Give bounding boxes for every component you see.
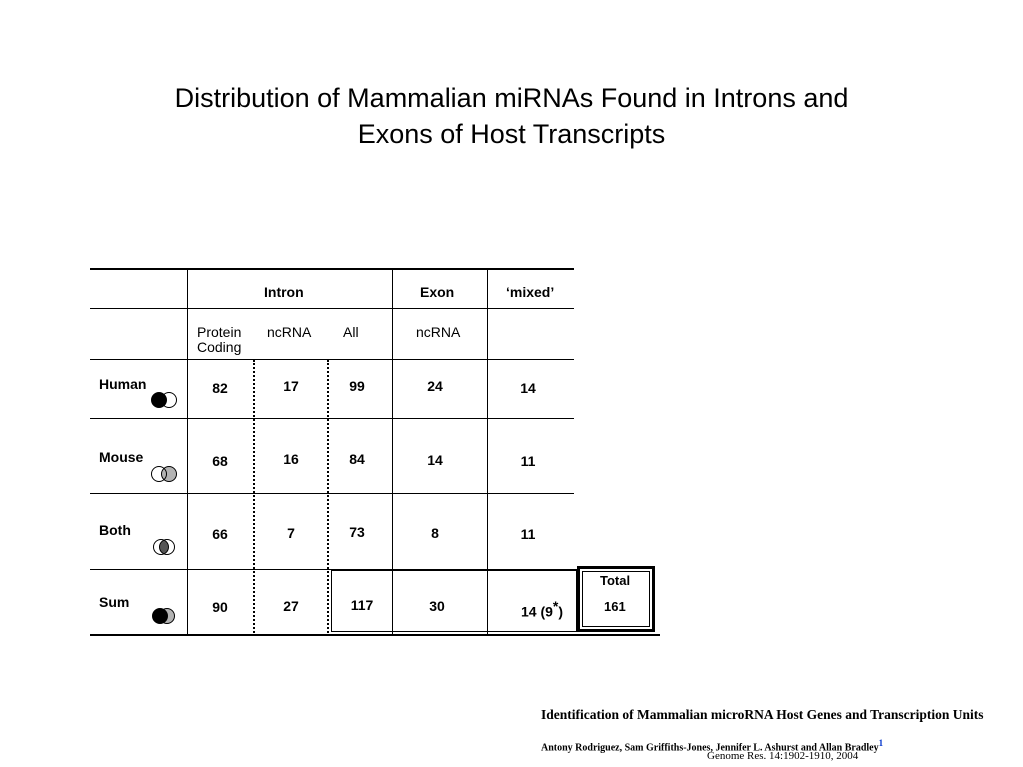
- row-label-sum: Sum: [99, 594, 130, 610]
- slide-title-line-1: Distribution of Mammalian miRNAs Found in Introns and: [174, 83, 849, 113]
- slide-title-line-2: Exons of Host Transcripts: [357, 119, 666, 149]
- group-header-rule: [188, 308, 574, 309]
- both-intron-ncrna: 7: [287, 525, 295, 541]
- sum-exon-ncrna: 30: [429, 598, 445, 614]
- mirna-distribution-table: [90, 268, 660, 638]
- sum-intron-ncrna: 27: [283, 598, 299, 614]
- mouse-exon-ncrna: 14: [427, 452, 443, 468]
- mouse-intron-ncrna: 16: [283, 451, 299, 467]
- human-exon-ncrna: 24: [427, 378, 443, 394]
- total-box: [577, 566, 655, 632]
- label-column-rule: [187, 268, 188, 636]
- mixed-header: ‘mixed’: [506, 284, 555, 300]
- row-label-human: Human: [99, 376, 147, 392]
- mouse-protein-coding: 68: [212, 453, 228, 469]
- asterisk-footnote-mark: *: [552, 598, 559, 614]
- exon-ncrna-header: ncRNA: [416, 324, 461, 340]
- dotted-rule-1: [253, 360, 255, 636]
- row-label-both: Both: [99, 522, 131, 538]
- intron-header: Intron: [264, 284, 304, 300]
- row-rule-human: [90, 418, 574, 419]
- row-label-mouse: Mouse: [99, 449, 144, 465]
- total-label: Total: [600, 573, 631, 588]
- total-value: 161: [604, 599, 626, 614]
- intersection-venn-icon: [150, 537, 180, 557]
- slide-title: [0, 80, 1023, 152]
- right-gray-venn-icon: [150, 464, 180, 484]
- exon-header: Exon: [420, 284, 455, 300]
- both-intron-all: 73: [349, 524, 365, 540]
- left-filled-venn-icon: [150, 390, 180, 410]
- table-top-rule: [90, 268, 574, 270]
- union-venn-icon: [150, 606, 180, 626]
- citation-authors: Antony Rodriguez, Sam Griffiths-Jones, Jennifer L. Ashurst and Allan Bradley$^1$: [541, 738, 884, 754]
- protein-coding-header: Protein Coding: [197, 324, 242, 355]
- mouse-mixed: 11: [520, 453, 536, 469]
- both-exon-ncrna: 8: [431, 525, 439, 541]
- citation-journal: Genome Res. 14:1902-1910, 2004: [707, 750, 859, 762]
- mouse-intron-all: 84: [349, 451, 365, 467]
- sum-protein-coding: 90: [212, 599, 228, 615]
- citation-title: Identification of Mammalian microRNA Host Genes and Transcription Units: [541, 707, 984, 722]
- both-protein-coding: 66: [212, 526, 228, 542]
- human-intron-ncrna: 17: [283, 378, 299, 394]
- dotted-rule-2: [327, 360, 329, 636]
- human-intron-all: 99: [349, 378, 365, 394]
- human-protein-coding: 82: [212, 380, 228, 396]
- header-bottom-rule: [90, 308, 188, 309]
- author-note-link[interactable]: 1: [878, 738, 884, 748]
- intron-all-header: All: [343, 324, 359, 340]
- table-bottom-rule: [90, 634, 660, 636]
- human-mixed: 14: [520, 380, 536, 396]
- sum-intron-all: 117: [350, 597, 374, 613]
- sum-mixed: 14 (9*): [521, 598, 564, 620]
- both-mixed: 11: [520, 526, 536, 542]
- subheader-rule: [90, 359, 574, 360]
- row-rule-mouse: [90, 493, 574, 494]
- intron-ncrna-header: ncRNA: [267, 324, 312, 340]
